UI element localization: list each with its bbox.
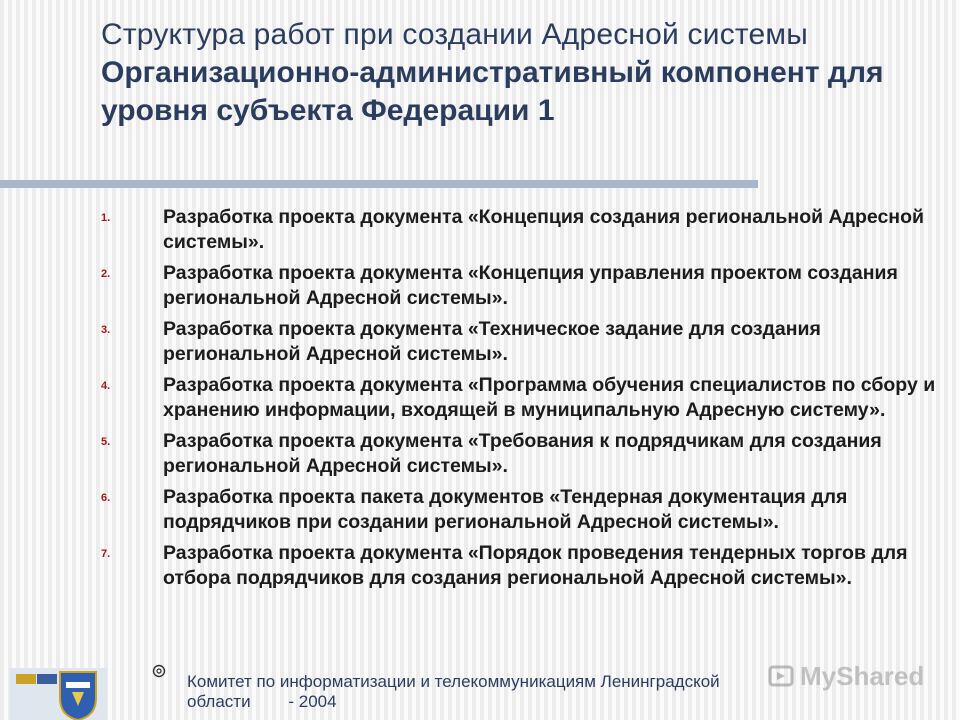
item-text: Разработка проекта документа «Программа обучения специалистов по сбору и хранению информации, входящей в муниципальную Адресную систему». xyxy=(163,374,936,421)
item-number: 7. xyxy=(101,548,111,560)
watermark xyxy=(768,662,924,690)
list-item xyxy=(101,485,941,534)
item-text: Разработка проекта документа «Техническое задание для создания региональной Адресной системы». xyxy=(163,318,821,365)
item-text: Разработка проекта документа «Требования к подрядчикам для создания региональной Адресной системы». xyxy=(163,430,882,477)
item-number: 4. xyxy=(101,380,111,392)
title-subtitle: Организационно-административный компонент для уровня субъекта Федерации 1 xyxy=(101,56,884,127)
list-item xyxy=(101,373,941,422)
coat-of-arms-icon xyxy=(10,668,107,720)
slide-title xyxy=(101,16,941,130)
list-item xyxy=(101,429,941,478)
divider-bar xyxy=(0,180,758,188)
item-number: 1. xyxy=(101,212,111,224)
list-item xyxy=(101,205,941,254)
item-text: Разработка проекта пакета документов «Тендерная документация для подрядчиков при создании региональной Адресной системы». xyxy=(163,486,848,533)
title-line: Структура работ при создании Адресной системы xyxy=(101,18,808,51)
watermark-text: MyShared xyxy=(800,660,925,691)
item-number: 2. xyxy=(101,268,111,280)
item-number: 5. xyxy=(101,436,111,448)
list-item xyxy=(101,261,941,310)
list-item xyxy=(101,317,941,366)
footer xyxy=(0,662,960,720)
work-items-list xyxy=(101,205,941,597)
footer-text: Комитет по информатизации и телекоммуникациям Ленинградской области - 2004 xyxy=(187,672,720,711)
item-text: Разработка проекта документа «Концепция управления проектом создания региональной Адресной системы». xyxy=(163,262,898,309)
watermark-logo-icon xyxy=(768,663,794,689)
item-number: 3. xyxy=(101,324,111,336)
item-text: Разработка проекта документа «Концепция создания региональной Адресной системы». xyxy=(163,206,924,253)
list-item xyxy=(101,541,941,590)
item-text: Разработка проекта документа «Порядок проведения тендерных торгов для отбора подрядчиков для создания региональной Адресной системы». xyxy=(163,542,908,589)
copyright-icon xyxy=(152,664,166,678)
item-number: 6. xyxy=(101,492,111,504)
